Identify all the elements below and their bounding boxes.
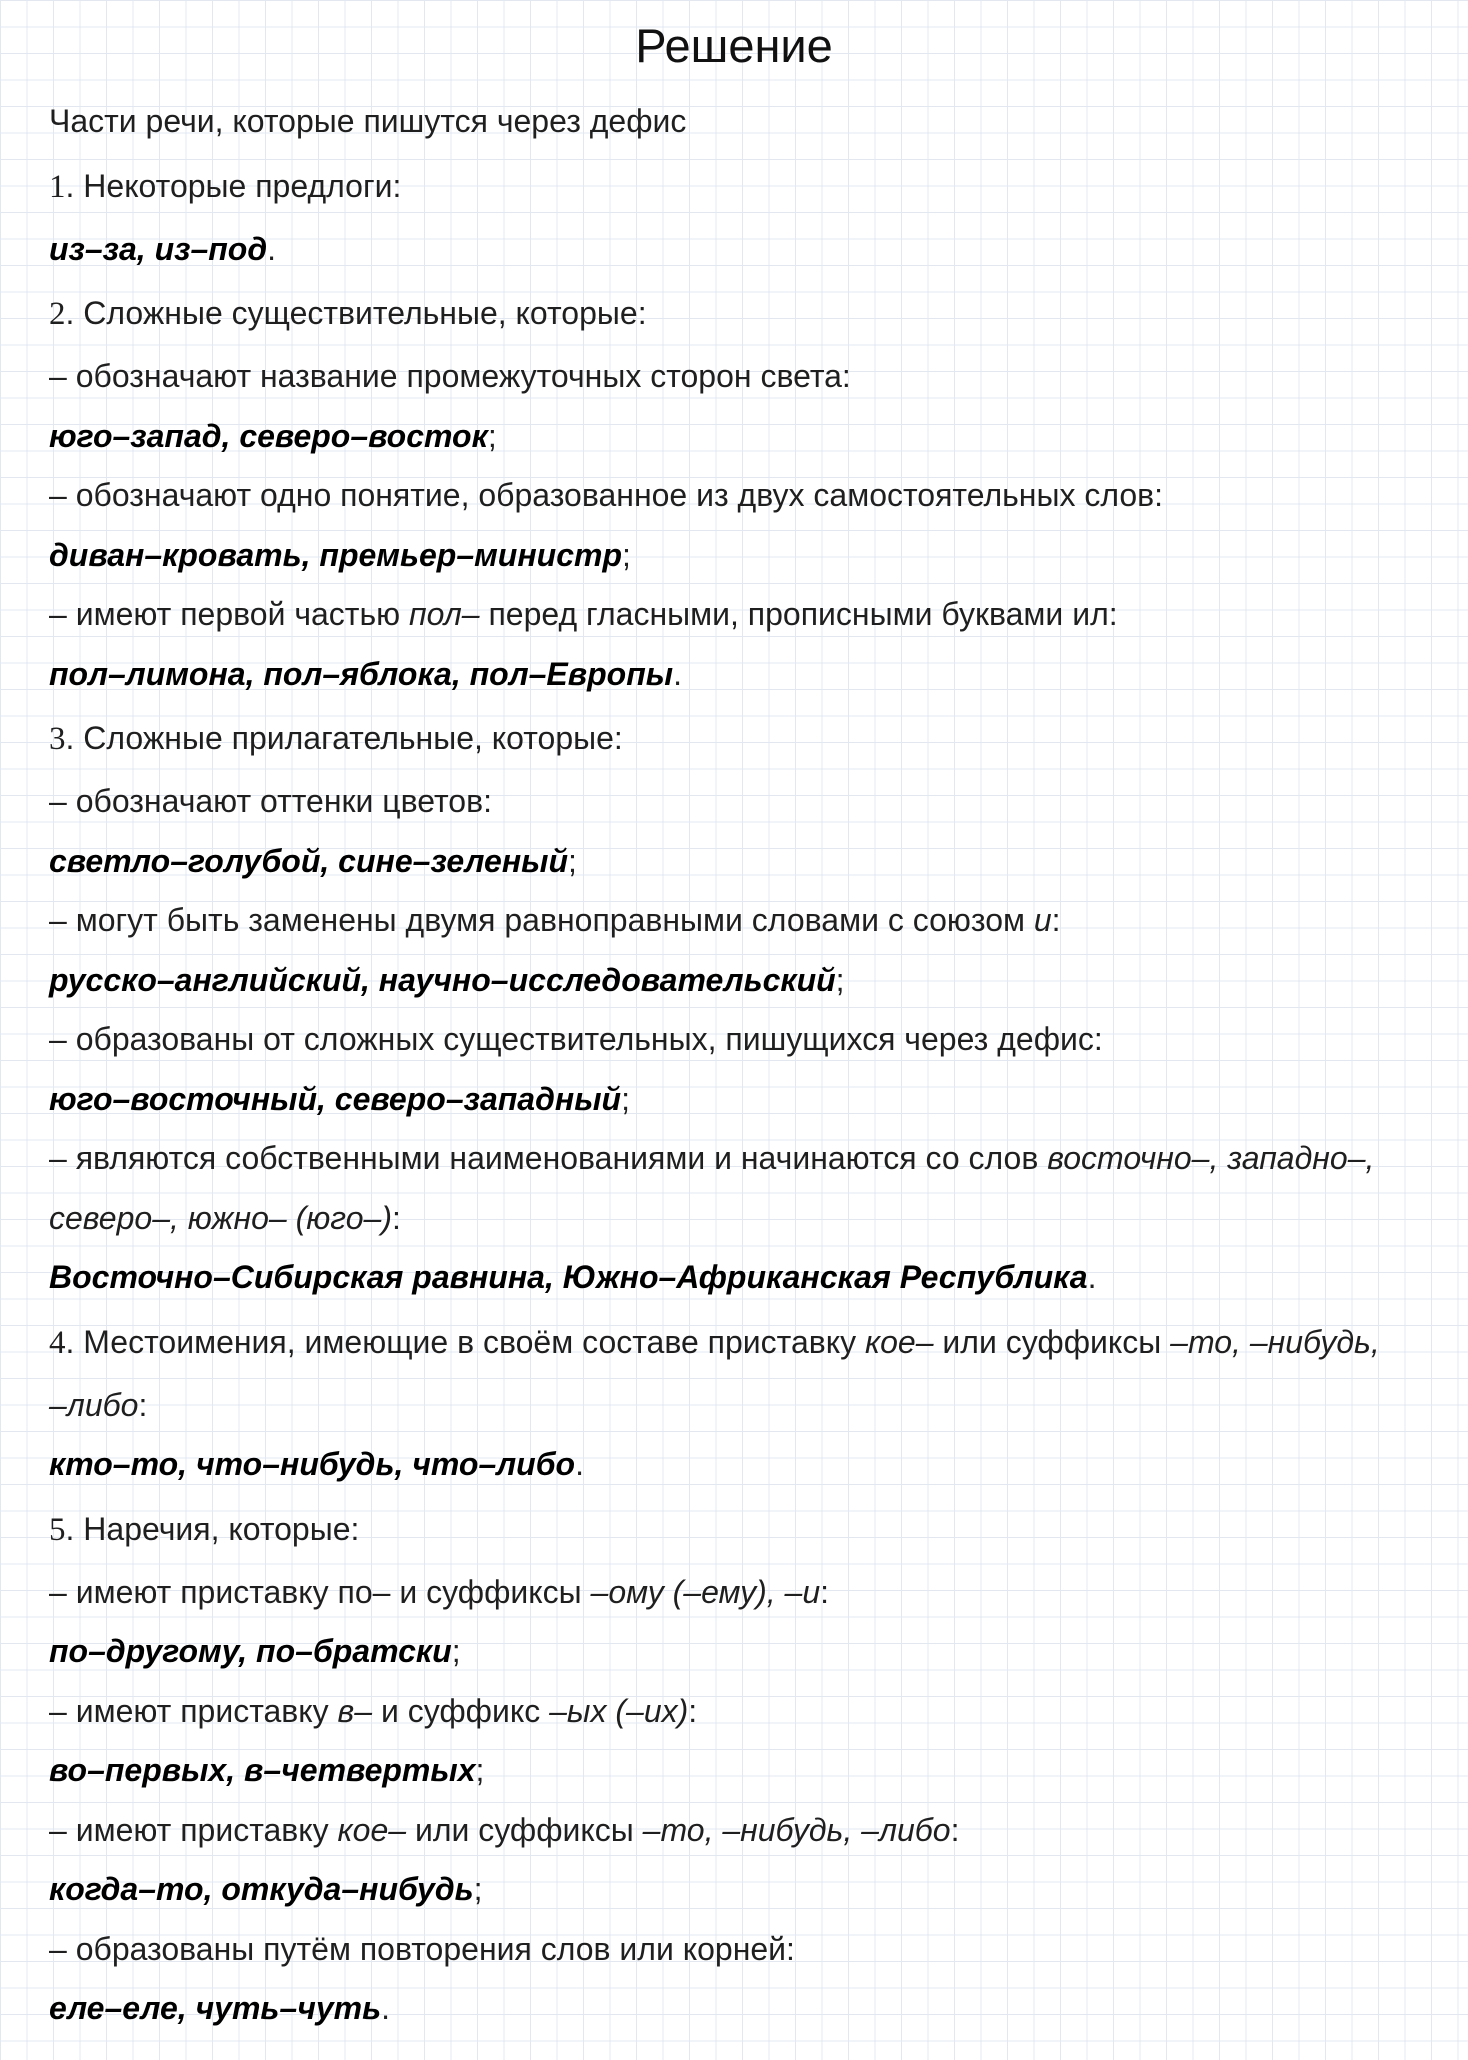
example-words: когда–то, откуда–нибудь bbox=[49, 1871, 474, 1907]
example-line bbox=[49, 832, 1439, 892]
rule-text: – образованы путём повторения слов или корней: bbox=[49, 1930, 795, 1967]
italic-term: –ых (–их) bbox=[549, 1692, 689, 1729]
example-words: во–первых, в–четвертых bbox=[49, 1752, 476, 1788]
rule-text: – обозначают название промежуточных сторон света: bbox=[49, 358, 851, 394]
rule-text: перед гласными, прописными буквами ил: bbox=[479, 596, 1118, 632]
italic-term: кое– bbox=[337, 1811, 407, 1848]
rule-line bbox=[49, 772, 1439, 832]
section-heading-text: . Сложные существительные, которые: bbox=[65, 295, 647, 331]
rule-text: – имеют приставку bbox=[49, 1811, 338, 1848]
rule-text: – являются собственными наименованиями и начинаются со слов bbox=[49, 1140, 1048, 1176]
punctuation: ; bbox=[568, 842, 577, 879]
section-3 bbox=[49, 704, 1439, 1308]
rule-text: – могут быть заменены двумя равноправными словами с союзом bbox=[49, 902, 1034, 938]
punctuation: . bbox=[381, 1990, 391, 2026]
example-line bbox=[49, 1248, 1439, 1308]
rule-text: и суффикс bbox=[372, 1692, 550, 1729]
example-line bbox=[49, 220, 1439, 280]
rule-line bbox=[49, 466, 1439, 526]
section-heading bbox=[49, 279, 1439, 347]
italic-term: и bbox=[1033, 902, 1052, 938]
rule-text: – имеют приставку по– и суффиксы bbox=[49, 1573, 591, 1610]
rule-text: – обозначают оттенки цветов: bbox=[49, 783, 492, 819]
solution-body bbox=[49, 92, 1439, 2039]
punctuation: : bbox=[820, 1573, 829, 1610]
punctuation: ; bbox=[622, 536, 631, 573]
page-title: Решение bbox=[635, 19, 833, 72]
punctuation: ; bbox=[621, 1080, 630, 1117]
section-4 bbox=[49, 1308, 1439, 1495]
punctuation: ; bbox=[451, 1633, 461, 1669]
section-heading-line bbox=[49, 1308, 1439, 1376]
example-words: диван–кровать, премьер–министр bbox=[49, 536, 622, 573]
example-line bbox=[49, 1435, 1439, 1495]
section-number: 1 bbox=[49, 168, 66, 205]
rule-text: или суффиксы bbox=[406, 1811, 643, 1848]
section-heading-text: . Некоторые предлоги: bbox=[65, 167, 402, 204]
example-line bbox=[49, 645, 1439, 705]
example-line bbox=[49, 526, 1439, 586]
punctuation: . bbox=[267, 230, 277, 267]
example-line bbox=[49, 1070, 1439, 1130]
italic-term: восточно–, западно–, bbox=[1047, 1140, 1375, 1176]
punctuation: : bbox=[950, 1811, 960, 1848]
rule-line bbox=[49, 1801, 1439, 1861]
example-words: юго–запад, северо–восток bbox=[49, 417, 488, 454]
italic-term: –либо bbox=[49, 1386, 139, 1423]
example-line bbox=[49, 1622, 1439, 1682]
section-5 bbox=[49, 1495, 1439, 2039]
punctuation: . bbox=[575, 1446, 584, 1482]
rule-text: – обозначают одно понятие, образованное из двух самостоятельных слов: bbox=[49, 477, 1164, 513]
italic-term: –ому (–ему), –и bbox=[590, 1573, 821, 1610]
example-words: кто–то, что–нибудь, что–либо bbox=[49, 1446, 576, 1482]
rule-line bbox=[49, 1010, 1439, 1070]
example-line bbox=[49, 951, 1439, 1011]
example-line bbox=[49, 407, 1439, 467]
italic-term: кое– bbox=[865, 1323, 934, 1360]
punctuation: ; bbox=[473, 1871, 483, 1907]
punctuation: . bbox=[1087, 1259, 1097, 1295]
example-words: юго–восточный, северо–западный bbox=[49, 1080, 622, 1117]
section-number: 2 bbox=[49, 296, 66, 332]
rule-line-continued bbox=[49, 1189, 1439, 1249]
section-number: 3 bbox=[49, 721, 66, 757]
example-words: из–за, из–под bbox=[49, 230, 268, 267]
example-line bbox=[49, 1741, 1439, 1801]
example-words: пол–лимона, пол–яблока, пол–Европы bbox=[49, 655, 674, 692]
italic-term: –то, –нибудь, –либо bbox=[642, 1811, 951, 1848]
rule-text: – образованы от сложных существительных, пишущихся через дефис: bbox=[49, 1021, 1103, 1057]
punctuation: : bbox=[138, 1386, 148, 1423]
punctuation: . bbox=[673, 655, 682, 692]
rule-line bbox=[49, 1563, 1439, 1623]
rule-text: – имеют первой частью bbox=[49, 596, 410, 632]
italic-term: –то, –нибудь, bbox=[1170, 1323, 1380, 1360]
rule-line bbox=[49, 1682, 1439, 1742]
italic-term: пол– bbox=[409, 596, 480, 632]
section-number: 4 bbox=[49, 1324, 66, 1361]
rule-line bbox=[49, 585, 1439, 645]
example-words: светло–голубой, сине–зеленый bbox=[49, 842, 569, 879]
punctuation: : bbox=[391, 1199, 401, 1236]
example-line bbox=[49, 1979, 1439, 2039]
intro-line bbox=[49, 92, 1439, 152]
section-number: 5 bbox=[49, 1511, 66, 1548]
italic-term: северо–, южно– (юго–) bbox=[49, 1199, 392, 1236]
rule-text: – имеют приставку bbox=[49, 1692, 338, 1729]
section-heading-text: . Сложные прилагательные, которые: bbox=[65, 720, 623, 756]
example-words: по–другому, по–братски bbox=[49, 1633, 452, 1669]
section-heading bbox=[49, 1308, 1439, 1436]
section-heading-line bbox=[49, 1376, 1439, 1436]
section-heading-text: или суффиксы bbox=[933, 1323, 1171, 1360]
example-words: русско–английский, научно–исследовательский bbox=[49, 961, 836, 998]
example-words: Восточно–Сибирская равнина, Южно–Африканская Республика bbox=[49, 1259, 1088, 1295]
example-words: еле–еле, чуть–чуть bbox=[49, 1990, 382, 2026]
example-line bbox=[49, 1860, 1439, 1920]
punctuation: ; bbox=[835, 961, 845, 998]
section-heading bbox=[49, 1495, 1439, 1563]
rule-line bbox=[49, 1920, 1439, 1980]
section-1 bbox=[49, 152, 1439, 280]
section-heading bbox=[49, 704, 1439, 772]
rule-line bbox=[49, 891, 1439, 951]
italic-term: в– bbox=[337, 1692, 373, 1729]
punctuation: ; bbox=[487, 417, 497, 454]
rule-line bbox=[49, 347, 1439, 407]
punctuation: : bbox=[1051, 902, 1061, 938]
punctuation: ; bbox=[475, 1752, 485, 1788]
section-heading-text: . Наречия, которые: bbox=[65, 1510, 360, 1547]
section-heading bbox=[49, 152, 1439, 220]
section-2 bbox=[49, 279, 1439, 704]
rule-line bbox=[49, 1129, 1439, 1189]
section-heading-text: . Местоимения, имеющие в своём составе приставку bbox=[65, 1323, 866, 1360]
punctuation: : bbox=[688, 1692, 698, 1729]
intro-text: Части речи, которые пишутся через дефис bbox=[49, 103, 687, 139]
